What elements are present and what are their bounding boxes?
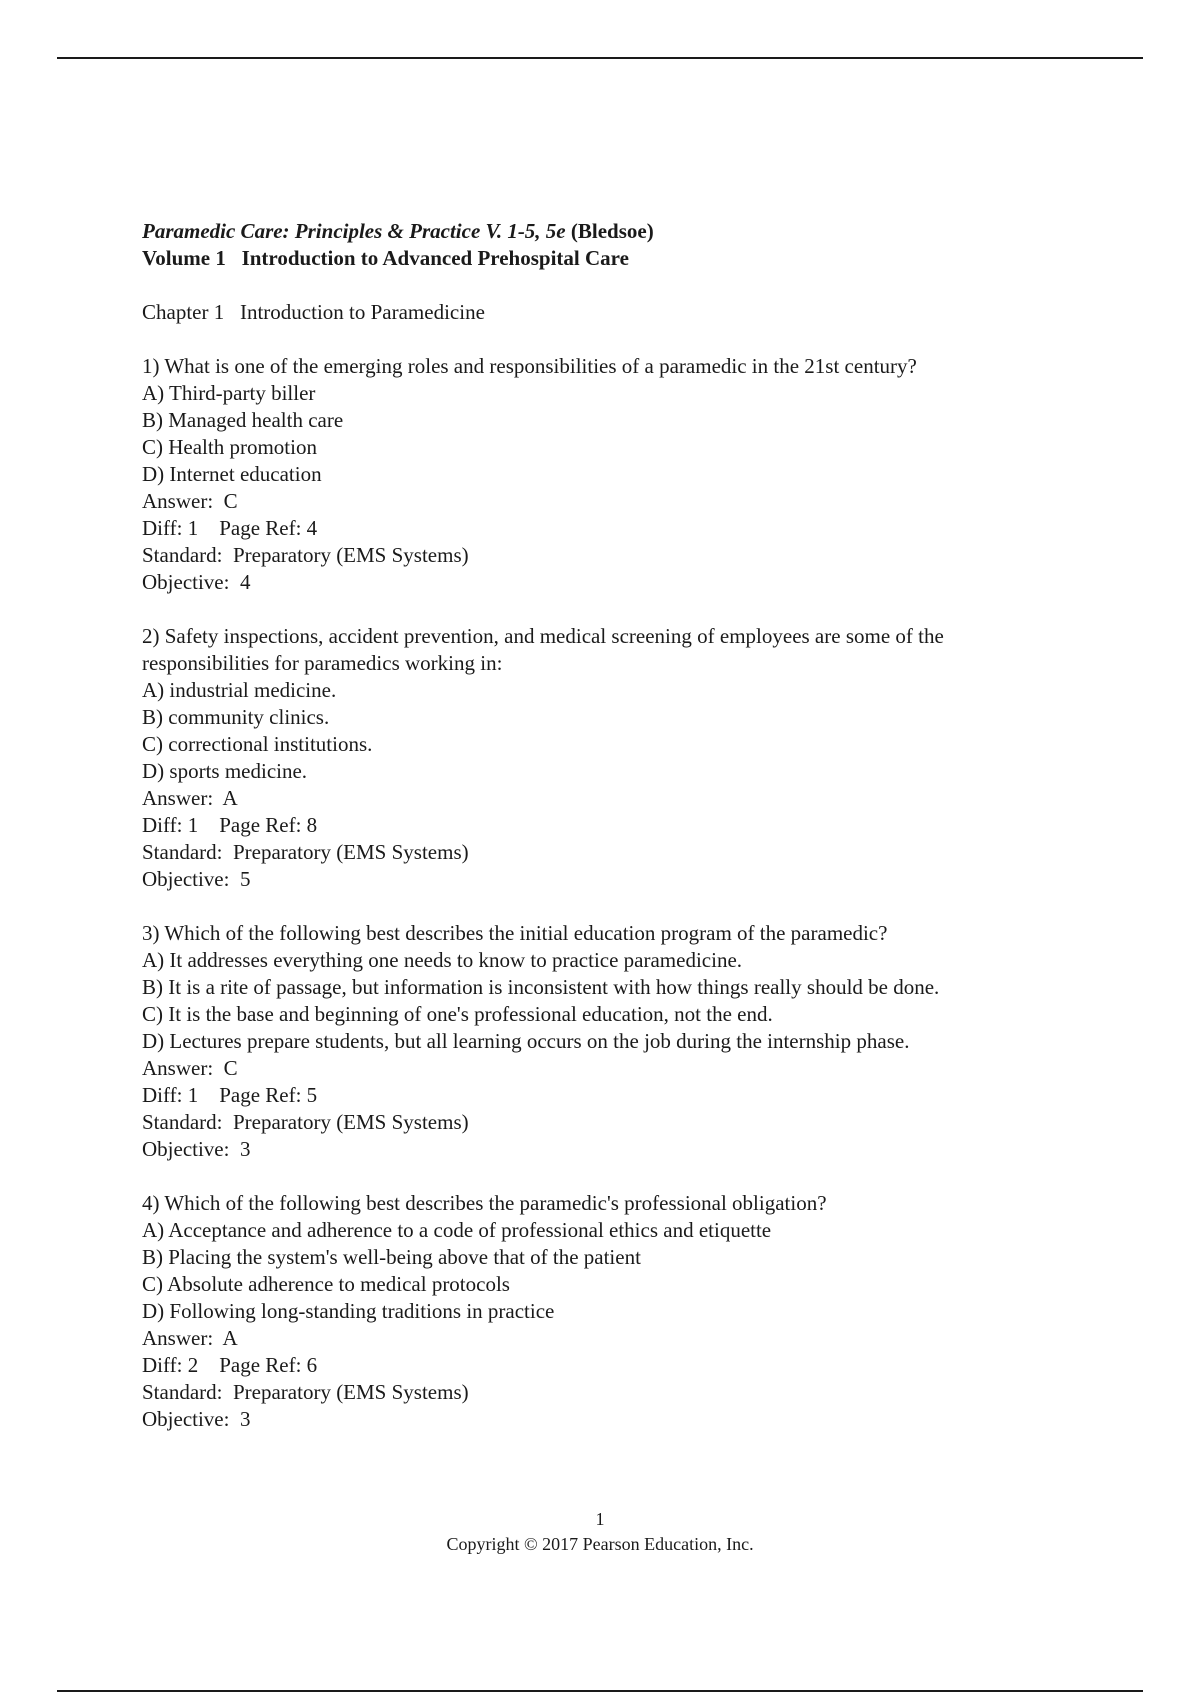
question-3 [142, 920, 1142, 1163]
document-body [142, 218, 1142, 1433]
option-c: C) correctional institutions. [142, 732, 373, 756]
objective: Objective: 3 [142, 1137, 251, 1161]
option-b: B) It is a rite of passage, but information is inconsistent with how things really should be done. [142, 975, 940, 999]
copyright-notice: Copyright © 2017 Pearson Education, Inc. [446, 1534, 754, 1554]
option-c: C) Absolute adherence to medical protocols [142, 1272, 510, 1296]
question-stem: 4) Which of the following best describes the paramedic's professional obligation? [142, 1191, 827, 1215]
option-c: C) Health promotion [142, 435, 317, 459]
option-b: B) Placing the system's well-being above that of the patient [142, 1245, 641, 1269]
question-stem-continued: responsibilities for paramedics working in: [142, 651, 503, 675]
bottom-rule [57, 1690, 1143, 1692]
question-4 [142, 1190, 1142, 1433]
option-b: B) community clinics. [142, 705, 330, 729]
answer: Answer: C [142, 1056, 238, 1080]
option-b: B) Managed health care [142, 408, 344, 432]
option-d: D) Internet education [142, 462, 322, 486]
option-c: C) It is the base and beginning of one's professional education, not the end. [142, 1002, 773, 1026]
option-a: A) It addresses everything one needs to know to practice paramedicine. [142, 948, 743, 972]
option-d: D) Following long-standing traditions in practice [142, 1299, 555, 1323]
option-a: A) industrial medicine. [142, 678, 337, 702]
answer: Answer: A [142, 786, 238, 810]
objective: Objective: 5 [142, 867, 251, 891]
question-stem: 1) What is one of the emerging roles and responsibilities of a paramedic in the 21st century? [142, 354, 917, 378]
answer: Answer: A [142, 1326, 238, 1350]
standard: Standard: Preparatory (EMS Systems) [142, 1110, 469, 1134]
book-title [142, 218, 1142, 245]
option-a: A) Acceptance and adherence to a code of professional ethics and etiquette [142, 1218, 772, 1242]
book-title-italic: Paramedic Care: Principles & Practice V. 1-5, 5e [142, 219, 566, 243]
difficulty-page-ref: Diff: 1 Page Ref: 5 [142, 1083, 318, 1107]
question-stem: 3) Which of the following best describes the initial education program of the paramedic? [142, 921, 888, 945]
option-a: A) Third-party biller [142, 381, 316, 405]
question-1 [142, 353, 1142, 596]
option-d: D) Lectures prepare students, but all learning occurs on the job during the internship phase. [142, 1029, 910, 1053]
top-rule [57, 57, 1143, 59]
book-author: (Bledsoe) [570, 219, 654, 243]
standard: Standard: Preparatory (EMS Systems) [142, 840, 469, 864]
difficulty-page-ref: Diff: 1 Page Ref: 4 [142, 516, 318, 540]
objective: Objective: 4 [142, 570, 251, 594]
page-number: 1 [595, 1509, 605, 1529]
objective: Objective: 3 [142, 1407, 251, 1431]
question-stem: 2) Safety inspections, accident prevention, and medical screening of employees are some of the [142, 624, 944, 648]
difficulty-page-ref: Diff: 2 Page Ref: 6 [142, 1353, 318, 1377]
standard: Standard: Preparatory (EMS Systems) [142, 1380, 469, 1404]
difficulty-page-ref: Diff: 1 Page Ref: 8 [142, 813, 318, 837]
question-2 [142, 623, 1142, 893]
answer: Answer: C [142, 489, 238, 513]
option-d: D) sports medicine. [142, 759, 308, 783]
volume-title: Volume 1 Introduction to Advanced Prehospital Care [142, 246, 629, 270]
chapter-title: Chapter 1 Introduction to Paramedicine [142, 300, 485, 324]
standard: Standard: Preparatory (EMS Systems) [142, 543, 469, 567]
